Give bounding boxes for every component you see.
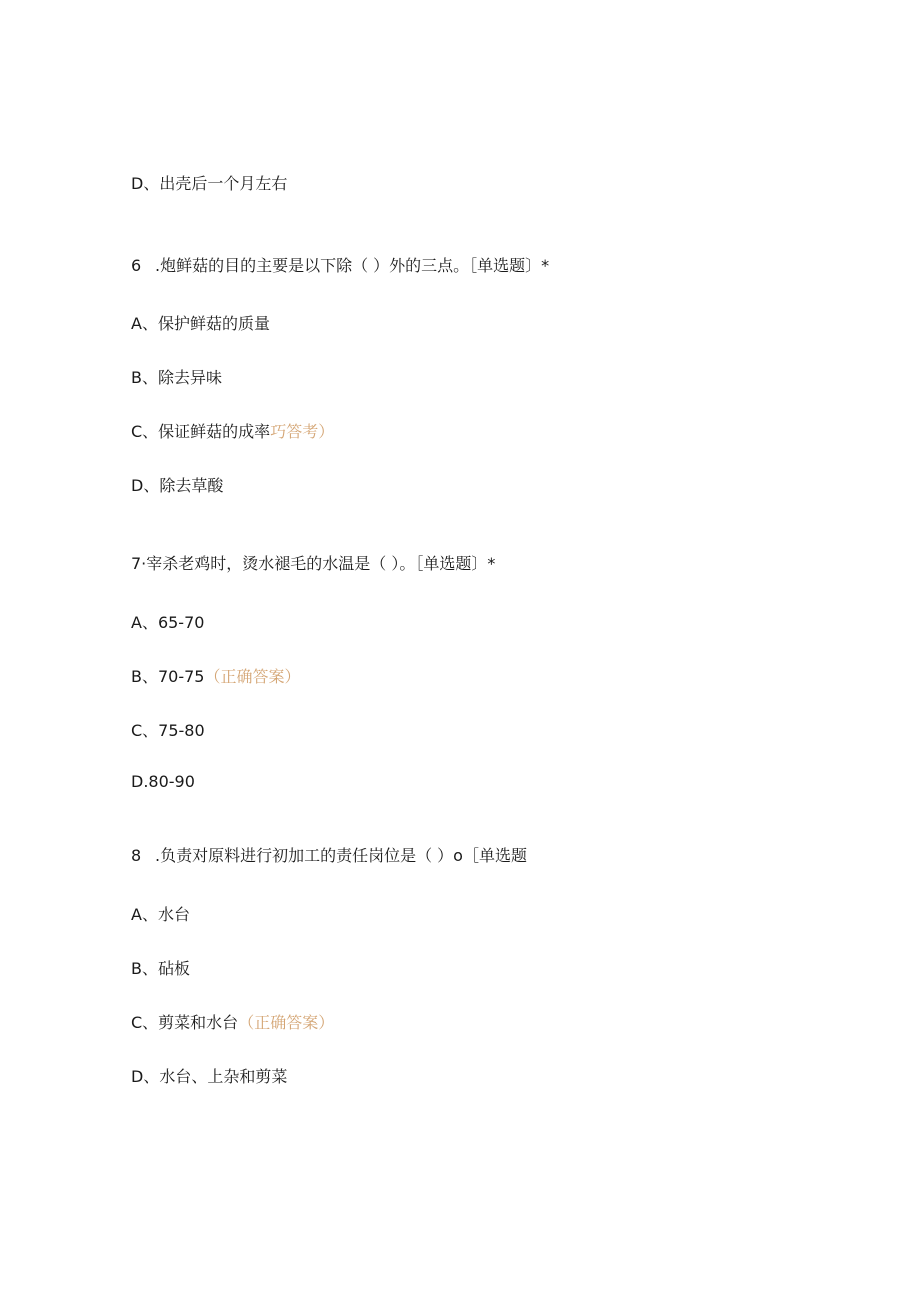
question-6-option-c	[131, 422, 334, 442]
question-8-option-a: A、水台	[131, 905, 190, 924]
question-7-option-c: C、75-80	[131, 721, 205, 740]
question-7-option-b-text: B、70-75	[131, 667, 205, 686]
question-6-option-c-hint: 巧答考）	[270, 422, 335, 441]
question-8-option-b: B、砧板	[131, 959, 190, 978]
question-8-text: .负责对原料进行初加工的责任岗位是（ ）o［单选题	[155, 846, 527, 865]
question-8-option-c-hint: （正确答案）	[238, 1013, 335, 1032]
prev-option-d: D、出壳后一个月左右	[131, 174, 288, 193]
question-6-option-d: D、除去草酸	[131, 476, 224, 495]
question-7: 7·宰杀老鸡时，烫水褪毛的水温是（ ）。［单选题〕*	[131, 554, 496, 573]
question-7-option-b-hint: （正确答案）	[204, 667, 301, 686]
question-7-option-b	[131, 667, 301, 687]
question-6-text: .炮鲜菇的目的主要是以下除（ ）外的三点。［单选题〕*	[155, 256, 550, 275]
question-6	[131, 256, 549, 276]
question-6-option-a: A、保护鲜菇的质量	[131, 314, 270, 333]
question-6-option-b: B、除去异味	[131, 368, 222, 387]
question-8-option-c-text: C、剪菜和水台	[131, 1013, 239, 1032]
question-8-number: 8	[131, 846, 142, 865]
question-8-option-c	[131, 1013, 334, 1033]
question-6-number: 6	[131, 256, 142, 275]
question-8-option-d: D、水台、上杂和剪菜	[131, 1067, 288, 1086]
question-8	[131, 846, 527, 866]
question-7-option-d: D.80-90	[131, 772, 195, 791]
question-7-option-a: A、65-70	[131, 613, 205, 632]
question-6-option-c-text: C、保证鲜菇的成率	[131, 422, 271, 441]
